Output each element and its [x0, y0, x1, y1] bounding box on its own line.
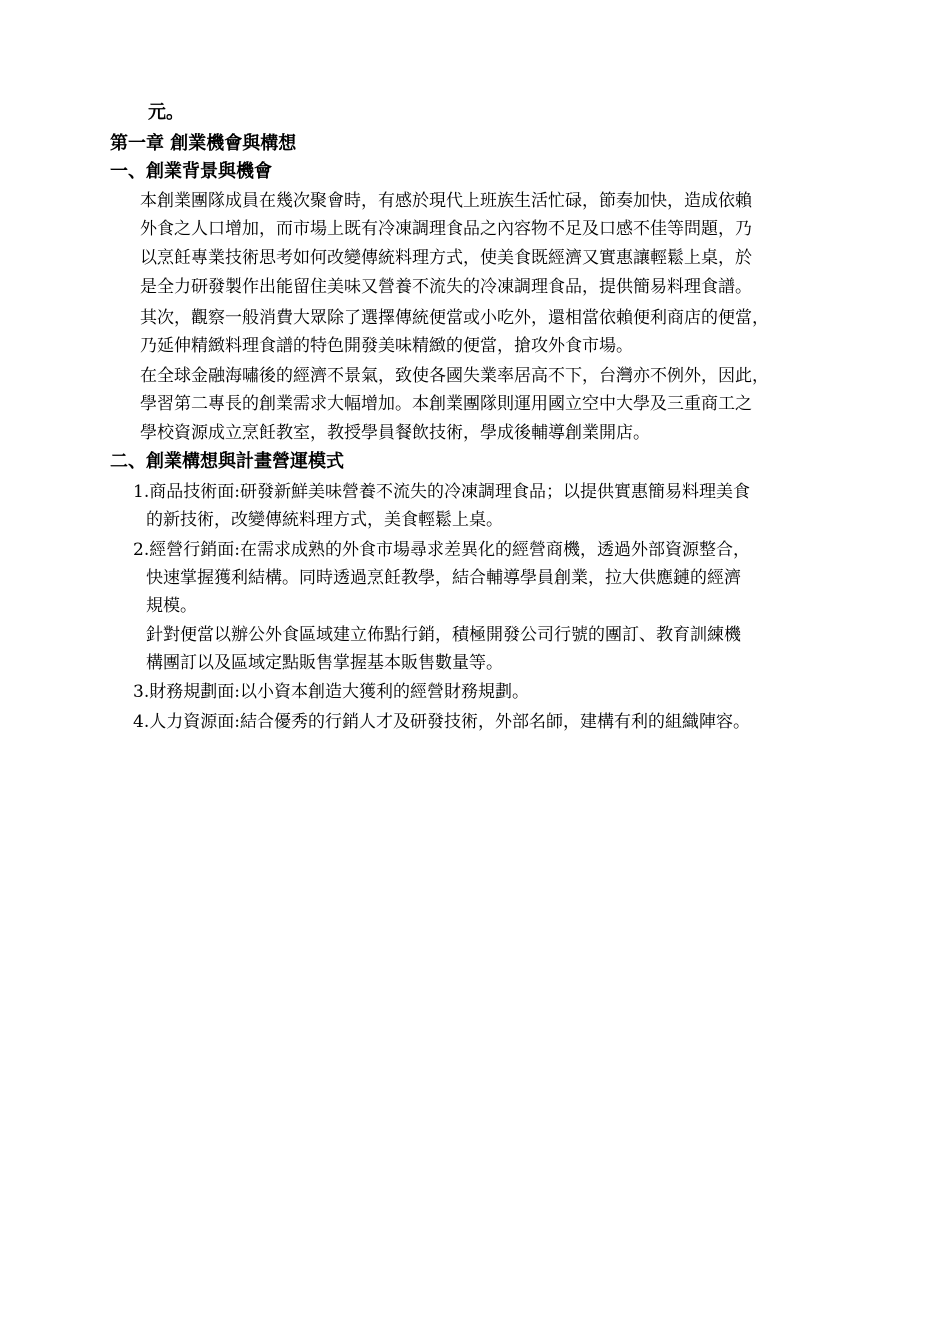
- chapter-title: 第一章 創業機會與構想: [110, 133, 297, 154]
- list-item-line: 2.經營行銷面:在需求成熟的外食市場尋求差異化的經營商機，透過外部資源整合，: [133, 540, 750, 560]
- paragraph-line: 乃延伸精緻料理食譜的特色開發美味精緻的便當，搶攻外食市場。: [140, 336, 633, 356]
- list-item-line: 快速掌握獲利結構。同時透過烹飪教學，結合輔導學員創業，拉大供應鏈的經濟: [146, 568, 741, 588]
- section-heading-background: 一、創業背景與機會: [110, 161, 272, 182]
- list-item-line: 1.商品技術面:研發新鮮美味營養不流失的冷凍調理食品；以提供實惠簡易料理美食: [133, 482, 750, 502]
- list-item-line: 3.財務規劃面:以小資本創造大獲利的經營財務規劃。: [133, 682, 529, 702]
- paragraph-line: 學校資源成立烹飪教室，教授學員餐飲技術，學成後輔導創業開店。: [140, 423, 650, 443]
- paragraph-line: 本創業團隊成員在幾次聚會時，有感於現代上班族生活忙碌，節奏加快，造成依賴: [140, 191, 752, 211]
- paragraph-line: 其次，觀察一般消費大眾除了選擇傳統便當或小吃外，還相當依賴便利商店的便當，: [140, 308, 769, 328]
- continued-fragment: 元。: [148, 102, 184, 123]
- list-item-line: 規模。: [146, 596, 197, 616]
- paragraph-line: 外食之人口增加，而市場上既有冷凍調理食品之內容物不足及口感不佳等問題，乃: [140, 219, 752, 239]
- list-item-line: 構團訂以及區域定點販售掌握基本販售數量等。: [146, 653, 503, 673]
- paragraph-line: 是全力研發製作出能留住美味又營養不流失的冷凍調理食品，提供簡易料理食譜。: [140, 277, 752, 297]
- list-item-line: 4.人力資源面:結合優秀的行銷人才及研發技術，外部名師，建構有利的組織陣容。: [133, 712, 750, 732]
- list-item-line: 的新技術，改變傳統料理方式，美食輕鬆上桌。: [146, 510, 503, 530]
- paragraph-line: 以烹飪專業技術思考如何改變傳統料理方式，使美食既經濟又實惠讓輕鬆上桌，於: [140, 248, 752, 268]
- paragraph-line: 在全球金融海嘯後的經濟不景氣，致使各國失業率居高不下，台灣亦不例外，因此，: [140, 366, 769, 386]
- list-item-line: 針對便當以辦公外食區域建立佈點行銷，積極開發公司行號的團訂、教育訓練機: [146, 625, 741, 645]
- paragraph-line: 學習第二專長的創業需求大幅增加。本創業團隊則運用國立空中大學及三重商工之: [140, 394, 752, 414]
- section-heading-business-model: 二、創業構想與計畫營運模式: [110, 451, 344, 472]
